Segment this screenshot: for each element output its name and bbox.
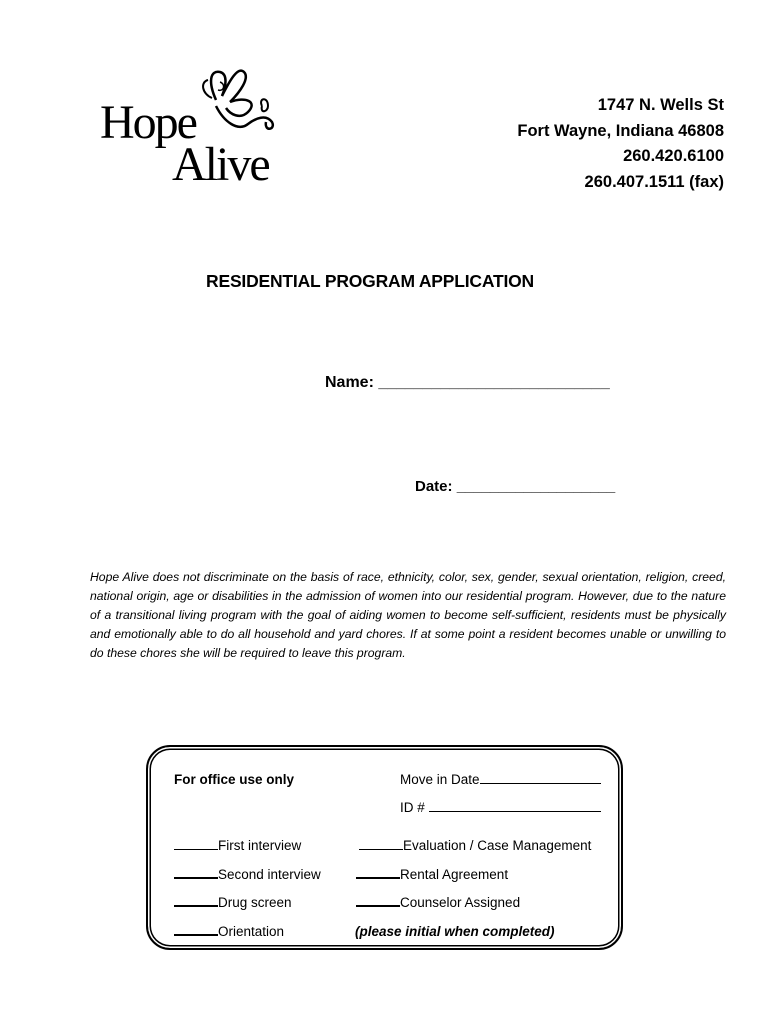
office-use-box [146, 745, 623, 950]
checklist-item[interactable] [359, 838, 591, 853]
checklist-label: Second interview [218, 867, 321, 882]
move-in-date-label: Move in Date [400, 772, 480, 787]
checklist-label: Drug screen [218, 895, 292, 910]
checklist-item[interactable] [356, 867, 508, 882]
checklist-item[interactable] [174, 924, 284, 939]
initial-blank[interactable] [174, 867, 218, 879]
move-in-date-blank[interactable] [480, 773, 601, 784]
butterfly-logo-icon [98, 62, 303, 187]
date-blank[interactable]: ___________________ [456, 478, 616, 495]
hope-alive-logo [98, 62, 303, 187]
id-blank[interactable] [429, 801, 601, 812]
checklist-item[interactable] [174, 867, 321, 882]
nondiscrimination-notice: Hope Alive does not discriminate on the basis of race, ethnicity, color, sex, gender, sexual orientation, religion, creed, national origin, age or disabilities in the admission of women into our residential program. However, due to the nature of a transitional living program with the goal of aiding women to become self-sufficient, residents must be physically and emotionally able to do all household and yard chores. If at some point a resident becomes unable or unwilling to do these chores she will be required to leave this program. [90, 570, 726, 660]
initial-blank[interactable] [359, 839, 403, 850]
completion-note: (please initial when completed) [355, 924, 555, 939]
organization-address [517, 93, 724, 195]
initial-blank[interactable] [174, 924, 218, 936]
checklist-label: Orientation [218, 924, 285, 939]
initial-blank[interactable] [356, 895, 400, 907]
initial-blank[interactable] [174, 895, 218, 907]
svg-text:Alive: Alive [172, 138, 269, 187]
name-label: Name: [325, 374, 374, 391]
phone-number: 260.420.6100 [623, 147, 724, 165]
initial-blank[interactable] [356, 867, 400, 879]
initial-blank[interactable] [174, 839, 218, 850]
checklist-label: Rental Agreement [400, 867, 509, 882]
fax-number: 260.407.1511 (fax) [584, 172, 724, 191]
city-state-zip: Fort Wayne, Indiana 46808 [517, 121, 724, 140]
checklist-label: First interview [218, 838, 302, 853]
checklist-label: Evaluation / Case Management [403, 838, 592, 853]
svg-text:Hope: Hope [100, 96, 196, 149]
name-blank[interactable]: __________________________ [378, 374, 610, 391]
id-label: ID # [400, 800, 425, 815]
date-field[interactable] [415, 478, 615, 495]
name-field[interactable] [325, 374, 610, 392]
street-address: 1747 N. Wells St [597, 96, 724, 114]
checklist-item[interactable] [174, 895, 292, 910]
move-in-date-field[interactable] [400, 772, 601, 787]
checklist-item[interactable] [174, 838, 301, 853]
date-label: Date: [415, 478, 453, 495]
office-use-heading: For office use only [174, 772, 295, 787]
page-title-wrapper [0, 271, 770, 292]
page-title: RESIDENTIAL PROGRAM APPLICATION [206, 271, 534, 291]
checklist-item[interactable] [356, 895, 520, 910]
checklist-label: Counselor Assigned [400, 895, 521, 910]
id-field[interactable] [400, 800, 601, 815]
